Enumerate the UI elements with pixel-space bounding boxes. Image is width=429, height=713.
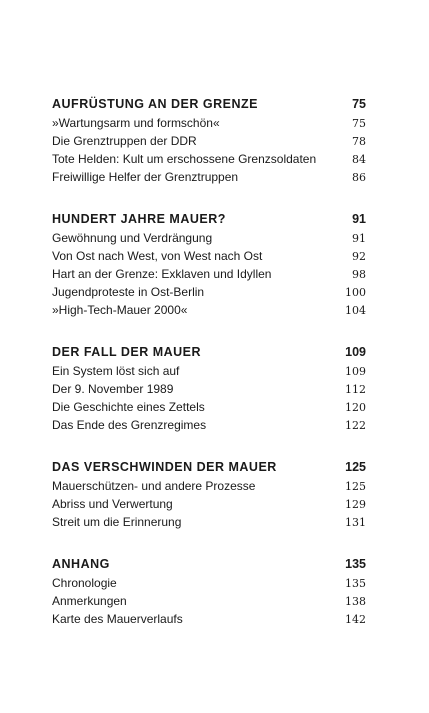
toc-entry (52, 283, 366, 301)
section-page-number: 75 (352, 97, 366, 111)
toc-entry (52, 513, 366, 531)
entry-title: Gewöhnung und Verdrängung (52, 231, 213, 245)
section-title: AUFRÜSTUNG AN DER GRENZE (52, 97, 258, 111)
section-heading (52, 554, 366, 574)
entry-page-number: 75 (352, 117, 366, 130)
toc-section (52, 342, 366, 434)
entry-title: »High-Tech-Mauer 2000« (52, 303, 188, 317)
entry-page-number: 98 (352, 268, 366, 281)
section-title: HUNDERT JAHRE MAUER? (52, 212, 226, 226)
entry-page-number: 100 (345, 286, 366, 299)
entry-title: Jugendproteste in Ost-Berlin (52, 285, 205, 299)
entry-title: »Wartungsarm und formschön« (52, 116, 220, 130)
entry-page-number: 142 (345, 613, 366, 626)
entry-page-number: 131 (345, 516, 366, 529)
table-of-contents (52, 94, 366, 651)
toc-entry (52, 398, 366, 416)
toc-entry (52, 362, 366, 380)
toc-entry (52, 114, 366, 132)
entry-title: Streit um die Erinnerung (52, 515, 182, 529)
section-heading (52, 209, 366, 229)
toc-section (52, 457, 366, 531)
entry-page-number: 109 (345, 365, 366, 378)
entry-title: Das Ende des Grenzregimes (52, 418, 207, 432)
section-page-number: 125 (345, 460, 366, 474)
section-heading (52, 94, 366, 114)
toc-section (52, 554, 366, 628)
toc-section (52, 94, 366, 186)
entry-page-number: 138 (345, 595, 366, 608)
section-title: ANHANG (52, 557, 110, 571)
toc-entry (52, 495, 366, 513)
toc-entry (52, 265, 366, 283)
section-page-number: 91 (352, 212, 366, 226)
entry-page-number: 78 (352, 135, 366, 148)
entry-page-number: 122 (345, 419, 366, 432)
entry-title: Die Grenztruppen der DDR (52, 134, 197, 148)
section-heading (52, 342, 366, 362)
entry-title: Abriss und Verwertung (52, 497, 173, 511)
section-heading (52, 457, 366, 477)
entry-title: Karte des Mauerverlaufs (52, 612, 183, 626)
entry-title: Mauerschützen- und andere Prozesse (52, 479, 256, 493)
toc-entry (52, 477, 366, 495)
toc-entry (52, 168, 366, 186)
toc-section (52, 209, 366, 319)
entry-page-number: 135 (345, 577, 366, 590)
toc-entry (52, 150, 366, 168)
section-title: DER FALL DER MAUER (52, 345, 202, 359)
toc-entry (52, 380, 366, 398)
entry-page-number: 125 (345, 480, 366, 493)
entry-title: Der 9. November 1989 (52, 382, 174, 396)
toc-entry (52, 229, 366, 247)
toc-entry (52, 574, 366, 592)
section-title: DAS VERSCHWINDEN DER MAUER (52, 460, 277, 474)
toc-entry (52, 610, 366, 628)
toc-entry (52, 132, 366, 150)
entry-page-number: 120 (345, 401, 366, 414)
entry-title: Von Ost nach West, von West nach Ost (52, 249, 263, 263)
entry-page-number: 84 (352, 153, 366, 166)
entry-page-number: 86 (352, 171, 366, 184)
toc-entry (52, 592, 366, 610)
entry-title: Freiwillige Helfer der Grenztruppen (52, 170, 239, 184)
entry-title: Tote Helden: Kult um erschossene Grenzsoldaten (52, 152, 317, 166)
entry-title: Hart an der Grenze: Exklaven und Idyllen (52, 267, 272, 281)
entry-title: Ein System löst sich auf (52, 364, 180, 378)
entry-page-number: 129 (345, 498, 366, 511)
entry-title: Anmerkungen (52, 594, 127, 608)
section-page-number: 109 (345, 345, 366, 359)
entry-title: Die Geschichte eines Zettels (52, 400, 205, 414)
entry-page-number: 91 (352, 232, 366, 245)
entry-page-number: 104 (345, 304, 366, 317)
section-page-number: 135 (345, 557, 366, 571)
entry-title: Chronologie (52, 576, 117, 590)
toc-entry (52, 301, 366, 319)
entry-page-number: 92 (352, 250, 366, 263)
toc-entry (52, 416, 366, 434)
entry-page-number: 112 (345, 383, 366, 396)
toc-entry (52, 247, 366, 265)
